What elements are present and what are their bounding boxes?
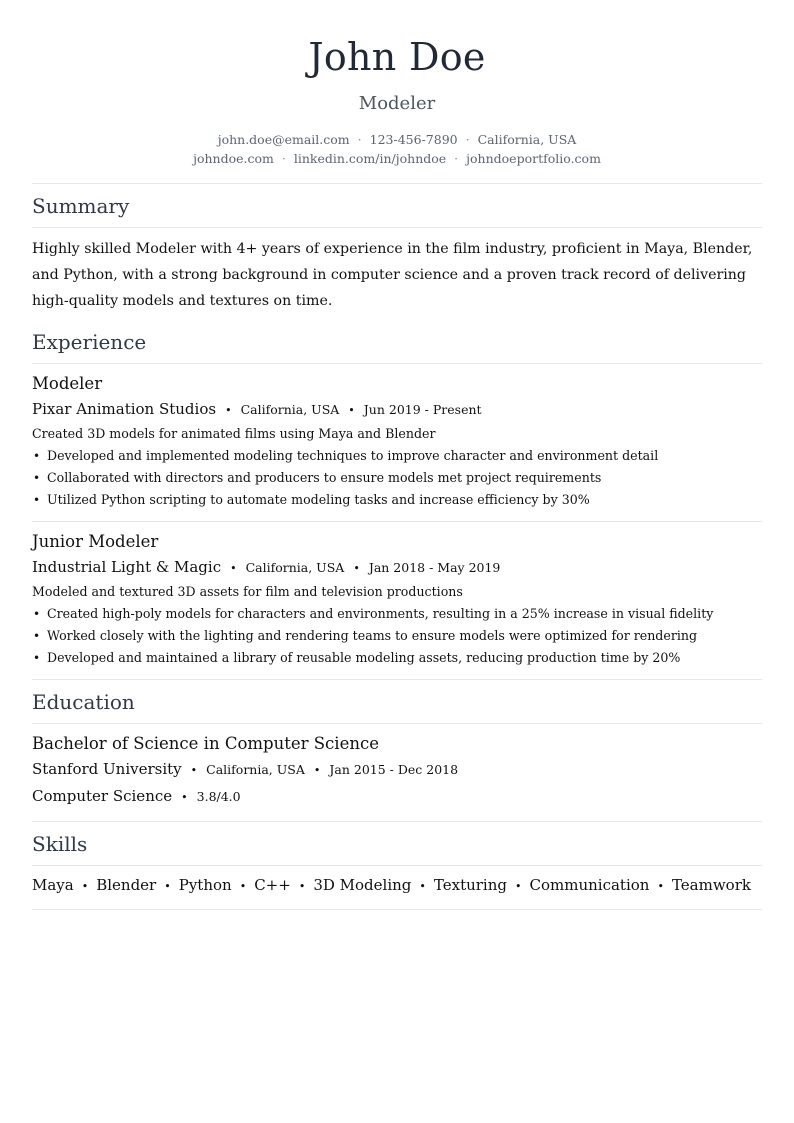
job-title: Junior Modeler: [32, 532, 159, 551]
divider: [32, 909, 762, 910]
separator: ·: [281, 151, 286, 166]
education-heading: Education: [32, 690, 135, 714]
bullet-separator: •: [164, 880, 171, 893]
job-location: California, USA: [240, 402, 340, 417]
job-bullets: [32, 445, 762, 511]
bullet-separator: •: [313, 764, 321, 777]
experience-section-header: [32, 320, 762, 363]
field-of-study: Computer Science: [32, 787, 173, 805]
school-location: California, USA: [206, 762, 305, 777]
skill-item: 3D Modeling: [313, 876, 412, 894]
bullet-icon: •: [33, 493, 41, 507]
job-title: Modeler: [32, 374, 103, 393]
job-dates: Jan 2018 - May 2019: [368, 560, 501, 575]
job-location: California, USA: [245, 560, 345, 575]
bullet-icon: •: [33, 471, 41, 485]
list-item: [32, 647, 762, 669]
job-entry: [32, 522, 762, 679]
bullet-separator: •: [239, 880, 247, 893]
bullet-icon: •: [33, 449, 41, 463]
bullet-separator: •: [515, 880, 522, 893]
bullet-separator: •: [181, 791, 188, 804]
experience-heading: Experience: [32, 330, 147, 354]
job-entry: [32, 364, 762, 521]
gpa-value: 3.8/4.0: [196, 789, 241, 804]
list-item-text: Developed and implemented modeling techniques to improve character and environment detail: [47, 448, 659, 463]
skills-list: [32, 866, 762, 909]
bullet-separator: •: [230, 562, 237, 575]
summary-section-header: [32, 184, 762, 227]
education-dates: Jan 2015 - Dec 2018: [329, 762, 459, 777]
list-item: [32, 489, 762, 511]
bullet-separator: •: [348, 404, 355, 417]
separator: ·: [465, 132, 470, 147]
company-name: Industrial Light & Magic: [32, 558, 222, 576]
contact-line-2: [32, 149, 762, 168]
candidate-name: John Doe: [308, 35, 486, 79]
skill-item: C++: [254, 876, 291, 894]
bullet-separator: •: [81, 880, 89, 893]
degree-title: Bachelor of Science in Computer Science: [32, 734, 379, 753]
list-item: [32, 603, 762, 625]
skill-item: Maya: [32, 876, 74, 894]
bullet-icon: •: [33, 607, 41, 621]
contact-line-1: [32, 130, 762, 149]
separator: ·: [357, 132, 362, 147]
summary-text: Highly skilled Modeler with 4+ years of experience in the film industry, proficient in Maya, Blender, and Python, with a strong background in computer science and a proven track record of delivering high-quality models and textures on time.: [32, 241, 753, 309]
job-meta: [32, 556, 762, 580]
education-field-row: [32, 785, 762, 809]
list-item-text: Collaborated with directors and producers to ensure models met project requirements: [47, 470, 602, 485]
education-meta: [32, 758, 762, 782]
list-item: [32, 625, 762, 647]
list-item: [32, 445, 762, 467]
school-name: Stanford University: [32, 760, 182, 778]
bullet-icon: •: [33, 629, 41, 643]
list-item-text: Utilized Python scripting to automate modeling tasks and increase efficiency by 30%: [47, 492, 590, 507]
resume-header: [32, 0, 762, 168]
education-section-header: [32, 680, 762, 723]
bullet-separator: •: [225, 404, 232, 417]
job-description: Created 3D models for animated films using Maya and Blender: [32, 426, 436, 441]
bullet-separator: •: [190, 764, 198, 777]
bullet-separator: •: [298, 880, 306, 893]
list-item-text: Developed and maintained a library of reusable modeling assets, reducing production time by 20%: [47, 650, 681, 665]
bullet-separator: •: [657, 880, 664, 893]
bullet-separator: •: [419, 880, 426, 893]
skills-section-header: [32, 822, 762, 865]
skill-item: Blender: [96, 876, 157, 894]
skills-heading: Skills: [32, 832, 88, 856]
separator: ·: [454, 151, 459, 166]
bullet-separator: •: [353, 562, 360, 575]
website-link[interactable]: johndoe.com: [193, 151, 274, 166]
skill-item: Texturing: [433, 876, 507, 894]
location-text: California, USA: [477, 132, 577, 147]
email-link[interactable]: john.doe@email.com: [217, 132, 350, 147]
job-dates: Jun 2019 - Present: [363, 402, 482, 417]
phone-text: 123-456-7890: [369, 132, 458, 147]
job-meta: [32, 398, 762, 422]
list-item-text: Worked closely with the lighting and rendering teams to ensure models were optimized for rendering: [47, 628, 698, 643]
education-entry: [32, 724, 762, 821]
candidate-title: Modeler: [358, 93, 436, 114]
portfolio-link[interactable]: johndoeportfolio.com: [466, 151, 601, 166]
job-bullets: [32, 603, 762, 669]
linkedin-link[interactable]: linkedin.com/in/johndoe: [293, 151, 447, 166]
summary-heading: Summary: [32, 194, 130, 218]
job-description: Modeled and textured 3D assets for film and television productions: [32, 584, 463, 599]
list-item: [32, 467, 762, 489]
skill-item: Python: [178, 876, 232, 894]
bullet-icon: •: [33, 651, 41, 665]
skill-item: Teamwork: [671, 876, 751, 894]
contact-info: [32, 130, 762, 168]
skill-item: Communication: [529, 876, 650, 894]
list-item-text: Created high-poly models for characters and environments, resulting in a 25% increase in visual fidelity: [47, 606, 714, 621]
company-name: Pixar Animation Studios: [32, 400, 217, 418]
